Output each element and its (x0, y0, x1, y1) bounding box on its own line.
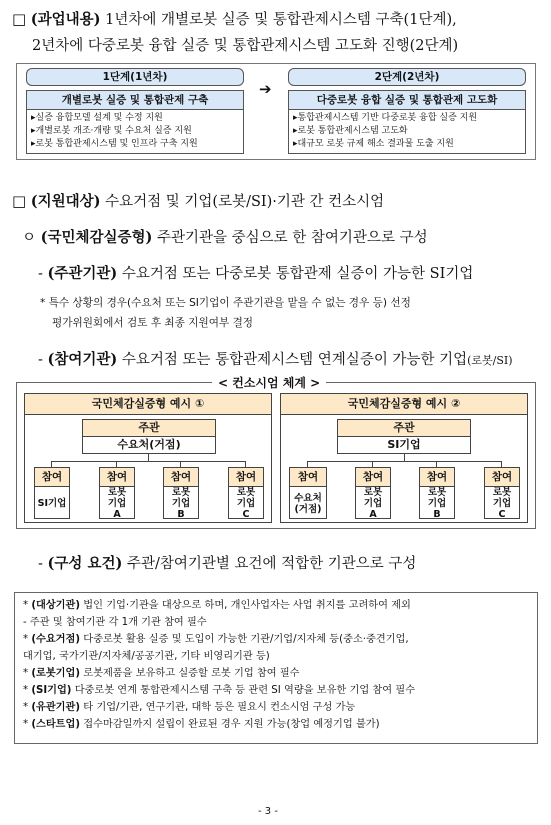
note-row: * (SI기업) 다중로봇 연계 통합관제시스템 구축 등 관련 SI 역량을 보유한 기업 참여 필수 (23, 685, 416, 696)
list-item: ▸대규모 로봇 규제 해소 결과물 도출 지원 (293, 139, 454, 149)
example-2-participant-4: 참여 로봇 기업 C (484, 467, 520, 519)
note-row: 대기업, 국가기관/지자체/공공기관, 기타 비영리기관 등) (23, 651, 270, 662)
support-target-text: 수요거점 및 기업(로봇/SI)·기관 간 컨소시엄 (100, 194, 385, 210)
list-item: ▸실증 융합모델 설계 및 수정 지원 (31, 113, 163, 123)
lead-org-label: (주관기관) (47, 265, 118, 282)
page-number: - 3 - (258, 806, 278, 817)
note-special-case-1: * 특수 상황의 경우(수요처 또는 SI기업이 주관기관을 맡을 수 없는 경우 등) 선정 (40, 297, 411, 309)
composition-line: - (구성 요건) 주관/참여기관별 요건에 적합한 기관으로 구성 (38, 555, 417, 572)
note-row: * (수요거점) 다중로봇 활용 실증 및 도입이 가능한 기관/기업/지자체 등(중소·중견기업, (23, 634, 409, 645)
connector (404, 453, 405, 461)
example-1-participant-1: 참여 SI기업 (34, 467, 70, 519)
connector (307, 461, 501, 462)
stage-1-title: 개별로봇 실증 및 통합관제 구축 (26, 90, 244, 110)
list-item: ▸개별로봇 개조·개량 및 수요처 실증 지원 (31, 126, 192, 136)
connector (148, 453, 149, 461)
public-demo-line: ㅇ (국민체감실증형) 주관기관을 중심으로 한 참여기관으로 구성 (22, 229, 428, 246)
note-special-case-2: 평가위원회에서 검토 후 최종 지원여부 결정 (52, 317, 254, 329)
section-bullet: □ (12, 10, 27, 28)
example-2-participant-1: 참여 수요처 (거점) (289, 467, 327, 519)
list-item: ▸로봇 통합관제시스템 및 인프라 구축 지원 (31, 139, 198, 149)
example-2-participant-2: 참여 로봇 기업 A (355, 467, 391, 519)
participant-org-label: (참여기관) (47, 351, 118, 368)
public-demo-label: (국민체감실증형) (40, 229, 153, 246)
composition-label: (구성 요건) (47, 555, 123, 572)
note-row: * (유관기관) 타 기업/기관, 연구기관, 대학 등은 필요시 컨소시엄 구성 가능 (23, 702, 356, 713)
note-row: * (로봇기업) 로봇제품을 보유하고 실증할 로봇 기업 참여 필수 (23, 668, 300, 679)
note-row: - 주관 및 참여기관 각 1개 기관 참여 필수 (23, 617, 207, 628)
task-content-text: 1년차에 개별로봇 실증 및 통합관제시스템 구축(1단계), (100, 12, 457, 28)
requirements-notes (14, 592, 538, 744)
stage-2-title: 다중로봇 융합 실증 및 통합관제 고도화 (288, 90, 526, 110)
list-item: ▸로봇 통합관제시스템 고도화 (293, 126, 408, 136)
stage-2-items (288, 110, 526, 154)
support-target-line (12, 190, 384, 211)
example-1-lead: 주관 수요처(거점) (82, 419, 216, 454)
stage-1-head: 1단계(1년차) (26, 68, 244, 86)
support-target-label: (지원대상) (30, 193, 101, 210)
stage-1 (26, 68, 244, 154)
list-item: ▸통합관제시스템 기반 다중로봇 융합 실증 지원 (293, 113, 478, 123)
note-row: * (스타트업) 접수마감일까지 설립이 완료된 경우 지원 가능(창업 예정기업 불가) (23, 719, 380, 730)
section-bullet: □ (12, 192, 27, 210)
task-content-label: (과업내용) (30, 11, 101, 28)
example-1-participant-3: 참여 로봇 기업 B (163, 467, 199, 519)
task-content-line2: 2년차에 다중로봇 융합 실증 및 통합관제시스템 고도화 진행(2단계) (32, 38, 459, 54)
consortium-diagram-title: < 컨소시엄 체계 > (212, 374, 326, 391)
example-1-participant-2: 참여 로봇 기업 A (99, 467, 135, 519)
task-content-line1 (12, 8, 457, 29)
participant-org-line: - (참여기관) 수요거점 또는 통합관제시스템 연계실증이 가능한 기업(로봇/SI) (38, 351, 513, 368)
example-1-title: 국민체감실증형 예시 ① (25, 394, 271, 415)
stage-1-items (26, 110, 244, 154)
stage-2-head: 2단계(2년차) (288, 68, 526, 86)
example-1-participant-4: 참여 로봇 기업 C (228, 467, 264, 519)
stage-2 (288, 68, 526, 154)
example-2-lead: 주관 SI기업 (337, 419, 471, 454)
lead-org-line: - (주관기관) 수요거점 또는 다중로봇 통합관제 실증이 가능한 SI기업 (38, 265, 474, 282)
example-2-participant-3: 참여 로봇 기업 B (419, 467, 455, 519)
connector (51, 461, 245, 462)
example-2-title: 국민체감실증형 예시 ② (281, 394, 527, 415)
arrow-right-icon: ➔ (259, 80, 272, 98)
note-row: * (대상기관) 법인 기업·기관을 대상으로 하며, 개인사업자는 사업 취지를 고려하여 제외 (23, 600, 411, 611)
